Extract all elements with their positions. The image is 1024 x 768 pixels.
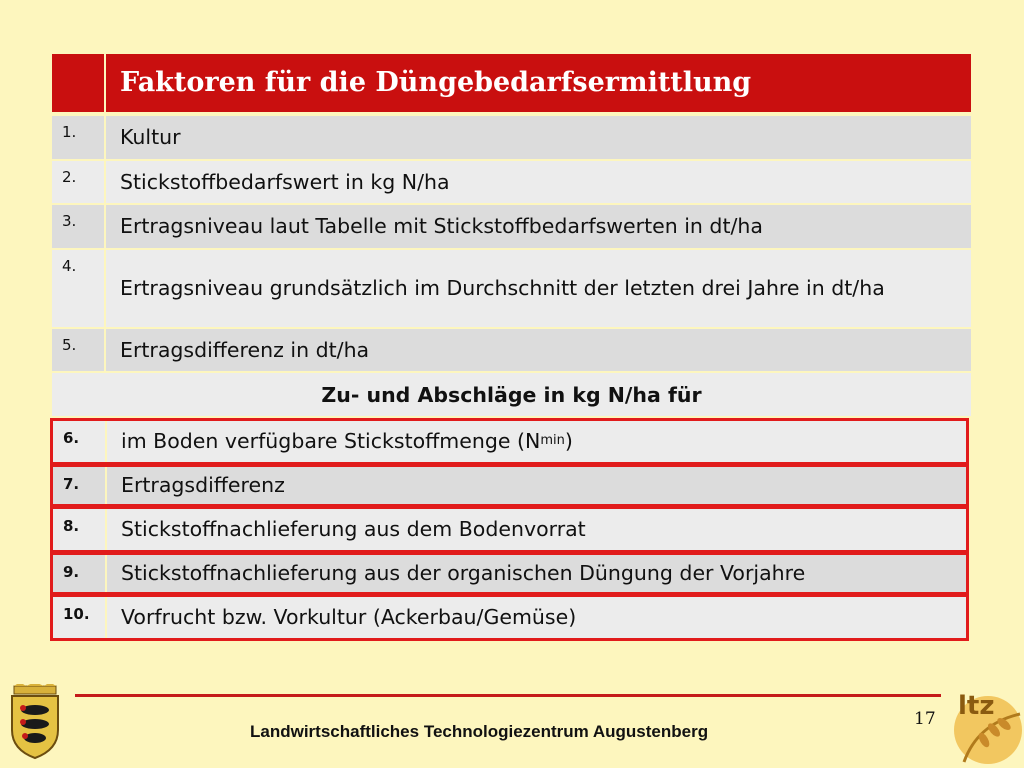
table-row xyxy=(52,248,971,328)
row-text: Ertragsniveau laut Tabelle mit Stickstoffbedarfswerten in dt/ha xyxy=(104,205,971,249)
row-text: Ertragsdifferenz xyxy=(105,467,966,504)
row-text-main: im Boden verfügbare Stickstoffmenge (N xyxy=(121,428,541,453)
coat-of-arms-icon xyxy=(6,684,64,760)
organization-name: Landwirtschaftliches Technologiezentrum Augustenberg xyxy=(250,722,709,741)
row-number: 8. xyxy=(63,517,80,535)
row-text: Stickstoffnachlieferung aus der organischen Düngung der Vorjahre xyxy=(105,555,966,592)
row-text: Ertragsdifferenz in dt/ha xyxy=(104,329,971,372)
footer-divider xyxy=(75,694,941,697)
row-number: 1. xyxy=(62,123,77,141)
subheading: Zu- und Abschläge in kg N/ha für xyxy=(52,371,971,416)
row-number: 10. xyxy=(63,605,90,623)
row-text-close: ) xyxy=(564,428,573,453)
row-text: Stickstoffnachlieferung aus dem Bodenvorrat xyxy=(105,509,966,550)
highlighted-row xyxy=(50,464,969,507)
ltz-logo-icon xyxy=(944,684,1024,768)
table-row xyxy=(52,114,971,160)
highlighted-row xyxy=(50,418,969,465)
row-text: Kultur xyxy=(104,116,971,160)
row-number: 9. xyxy=(63,563,80,581)
row-number: 4. xyxy=(62,257,77,275)
row-number: 3. xyxy=(62,212,77,230)
page-number: 17 xyxy=(914,709,936,729)
highlighted-row xyxy=(50,506,969,553)
table-header xyxy=(52,54,971,112)
table-row xyxy=(52,327,971,372)
row-text: Vorfrucht bzw. Vorkultur (Ackerbau/Gemüse) xyxy=(105,597,966,638)
table-row xyxy=(52,203,971,249)
row-number: 2. xyxy=(62,168,77,186)
row-text: Stickstoffbedarfswert in kg N/ha xyxy=(104,161,971,204)
highlighted-row xyxy=(50,552,969,595)
row-number: 7. xyxy=(63,475,80,493)
nmin-subscript: min xyxy=(540,433,565,449)
row-number: 6. xyxy=(63,429,80,447)
row-text xyxy=(105,421,966,462)
header-number-cell xyxy=(52,54,104,112)
row-text: Ertragsniveau grundsätzlich im Durchschnitt der letzten drei Jahre in dt/ha xyxy=(104,250,971,328)
table-title: Faktoren für die Düngebedarfsermittlung xyxy=(104,54,971,112)
row-number: 5. xyxy=(62,336,77,354)
table-row xyxy=(52,159,971,204)
highlighted-row xyxy=(50,594,969,641)
ltz-logo-text: ltz xyxy=(958,691,995,721)
